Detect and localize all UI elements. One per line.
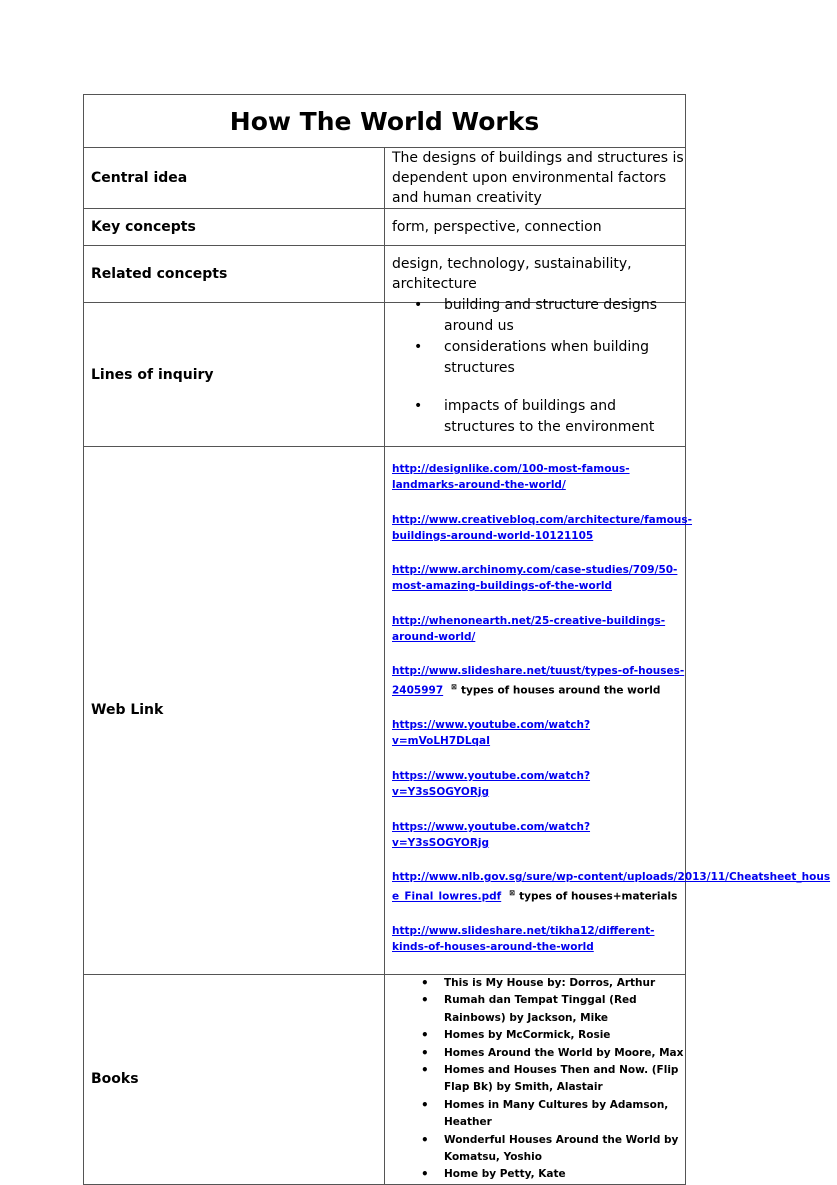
web-link-item — [392, 717, 685, 749]
related-concepts-value: design, technology, sustainability, architecture — [385, 246, 686, 303]
web-link[interactable]: http://www.slideshare.net/tikha12/different-kinds-of-houses-around-the-world — [392, 925, 655, 954]
lines-of-inquiry-value — [385, 297, 686, 447]
web-link-row — [84, 447, 686, 975]
list-item: • Homes and Houses Then and Now. (Flip Flap Bk) by Smith, Alastair — [414, 1062, 685, 1097]
web-link[interactable]: https://www.youtube.com/watch?v=Y3sSOGYORjg — [392, 820, 591, 849]
page-title: How The World Works — [84, 95, 686, 148]
list-item: • This is My House by: Dorros, Arthur — [414, 975, 685, 992]
note-icon: ⊠ — [451, 683, 458, 692]
key-concepts-label: Key concepts — [84, 209, 385, 246]
list-item: • Wonderful Houses Around the World by Komatsu, Yoshio — [414, 1132, 685, 1167]
web-link-item — [392, 461, 685, 493]
web-link-item — [392, 512, 693, 544]
web-link-note: types of houses+materials — [519, 890, 678, 903]
books-value — [385, 974, 686, 1184]
related-concepts-row — [84, 246, 686, 303]
web-link[interactable]: http://www.archinomy.com/case-studies/709/50-most-amazing-buildings-of-the-world — [392, 564, 678, 593]
web-link-note: types of houses around the world — [461, 684, 661, 697]
note-icon: ⊠ — [509, 889, 516, 898]
related-concepts-label: Related concepts — [84, 246, 385, 303]
web-link-item — [392, 613, 685, 645]
web-link-item — [392, 562, 685, 594]
web-link[interactable]: http://www.slideshare.net/tuust/types-of-houses-2405997 — [392, 665, 685, 697]
inquiry-list — [392, 295, 685, 438]
list-item: • Homes by McCormick, Rosie — [414, 1027, 685, 1044]
lines-of-inquiry-row — [84, 303, 686, 447]
web-link[interactable]: https://www.youtube.com/watch?v=mVoLH7DLqaI — [392, 719, 591, 748]
web-link[interactable]: http://www.creativebloq.com/architecture/famous-buildings-around-world-10121105 — [392, 513, 693, 542]
web-link[interactable]: http://whenonearth.net/25-creative-buildings-around-world/ — [392, 614, 666, 643]
web-link-item — [392, 768, 685, 800]
web-link-item — [392, 923, 685, 955]
web-link-list — [392, 447, 831, 955]
key-concepts-value: form, perspective, connection — [385, 209, 686, 246]
book-list — [392, 975, 685, 1184]
title-row — [84, 95, 686, 148]
web-link[interactable]: http://designlike.com/100-most-famous-landmarks-around-the-world/ — [392, 463, 630, 491]
list-item: • Home by Petty, Kate — [414, 1166, 685, 1183]
web-link-item — [392, 869, 837, 905]
unit-planner-table — [83, 94, 831, 1185]
web-link[interactable]: http://www.nlb.gov.sg/sure/wp-content/uploads/2013/11/Cheatsheet_house_Final_lowres.pdf — [392, 871, 831, 903]
web-link[interactable]: https://www.youtube.com/watch?v=Y3sSOGYORjg — [392, 770, 591, 799]
web-link-label: Web Link — [84, 447, 385, 975]
web-link-item — [392, 819, 685, 851]
key-concepts-row — [84, 209, 686, 246]
list-item: • considerations when building structures — [414, 337, 685, 379]
list-item: • building and structure designs around us — [414, 295, 685, 337]
books-label: Books — [84, 974, 385, 1184]
books-row — [84, 974, 686, 1184]
list-item: • Homes Around the World by Moore, Max — [414, 1045, 685, 1062]
list-item: • impacts of buildings and structures to the environment — [414, 396, 685, 438]
list-item: • Homes in Many Cultures by Adamson, Heather — [414, 1097, 685, 1132]
lines-of-inquiry-label: Lines of inquiry — [84, 303, 385, 447]
central-idea-row — [84, 148, 686, 209]
web-link-value — [385, 447, 831, 975]
central-idea-value: The designs of buildings and structures is dependent upon environmental factors and human creativity — [385, 148, 686, 209]
central-idea-label: Central idea — [84, 148, 385, 209]
web-link-item — [392, 663, 685, 699]
list-item: • Rumah dan Tempat Tinggal (Red Rainbows) by Jackson, Mike — [414, 992, 685, 1027]
